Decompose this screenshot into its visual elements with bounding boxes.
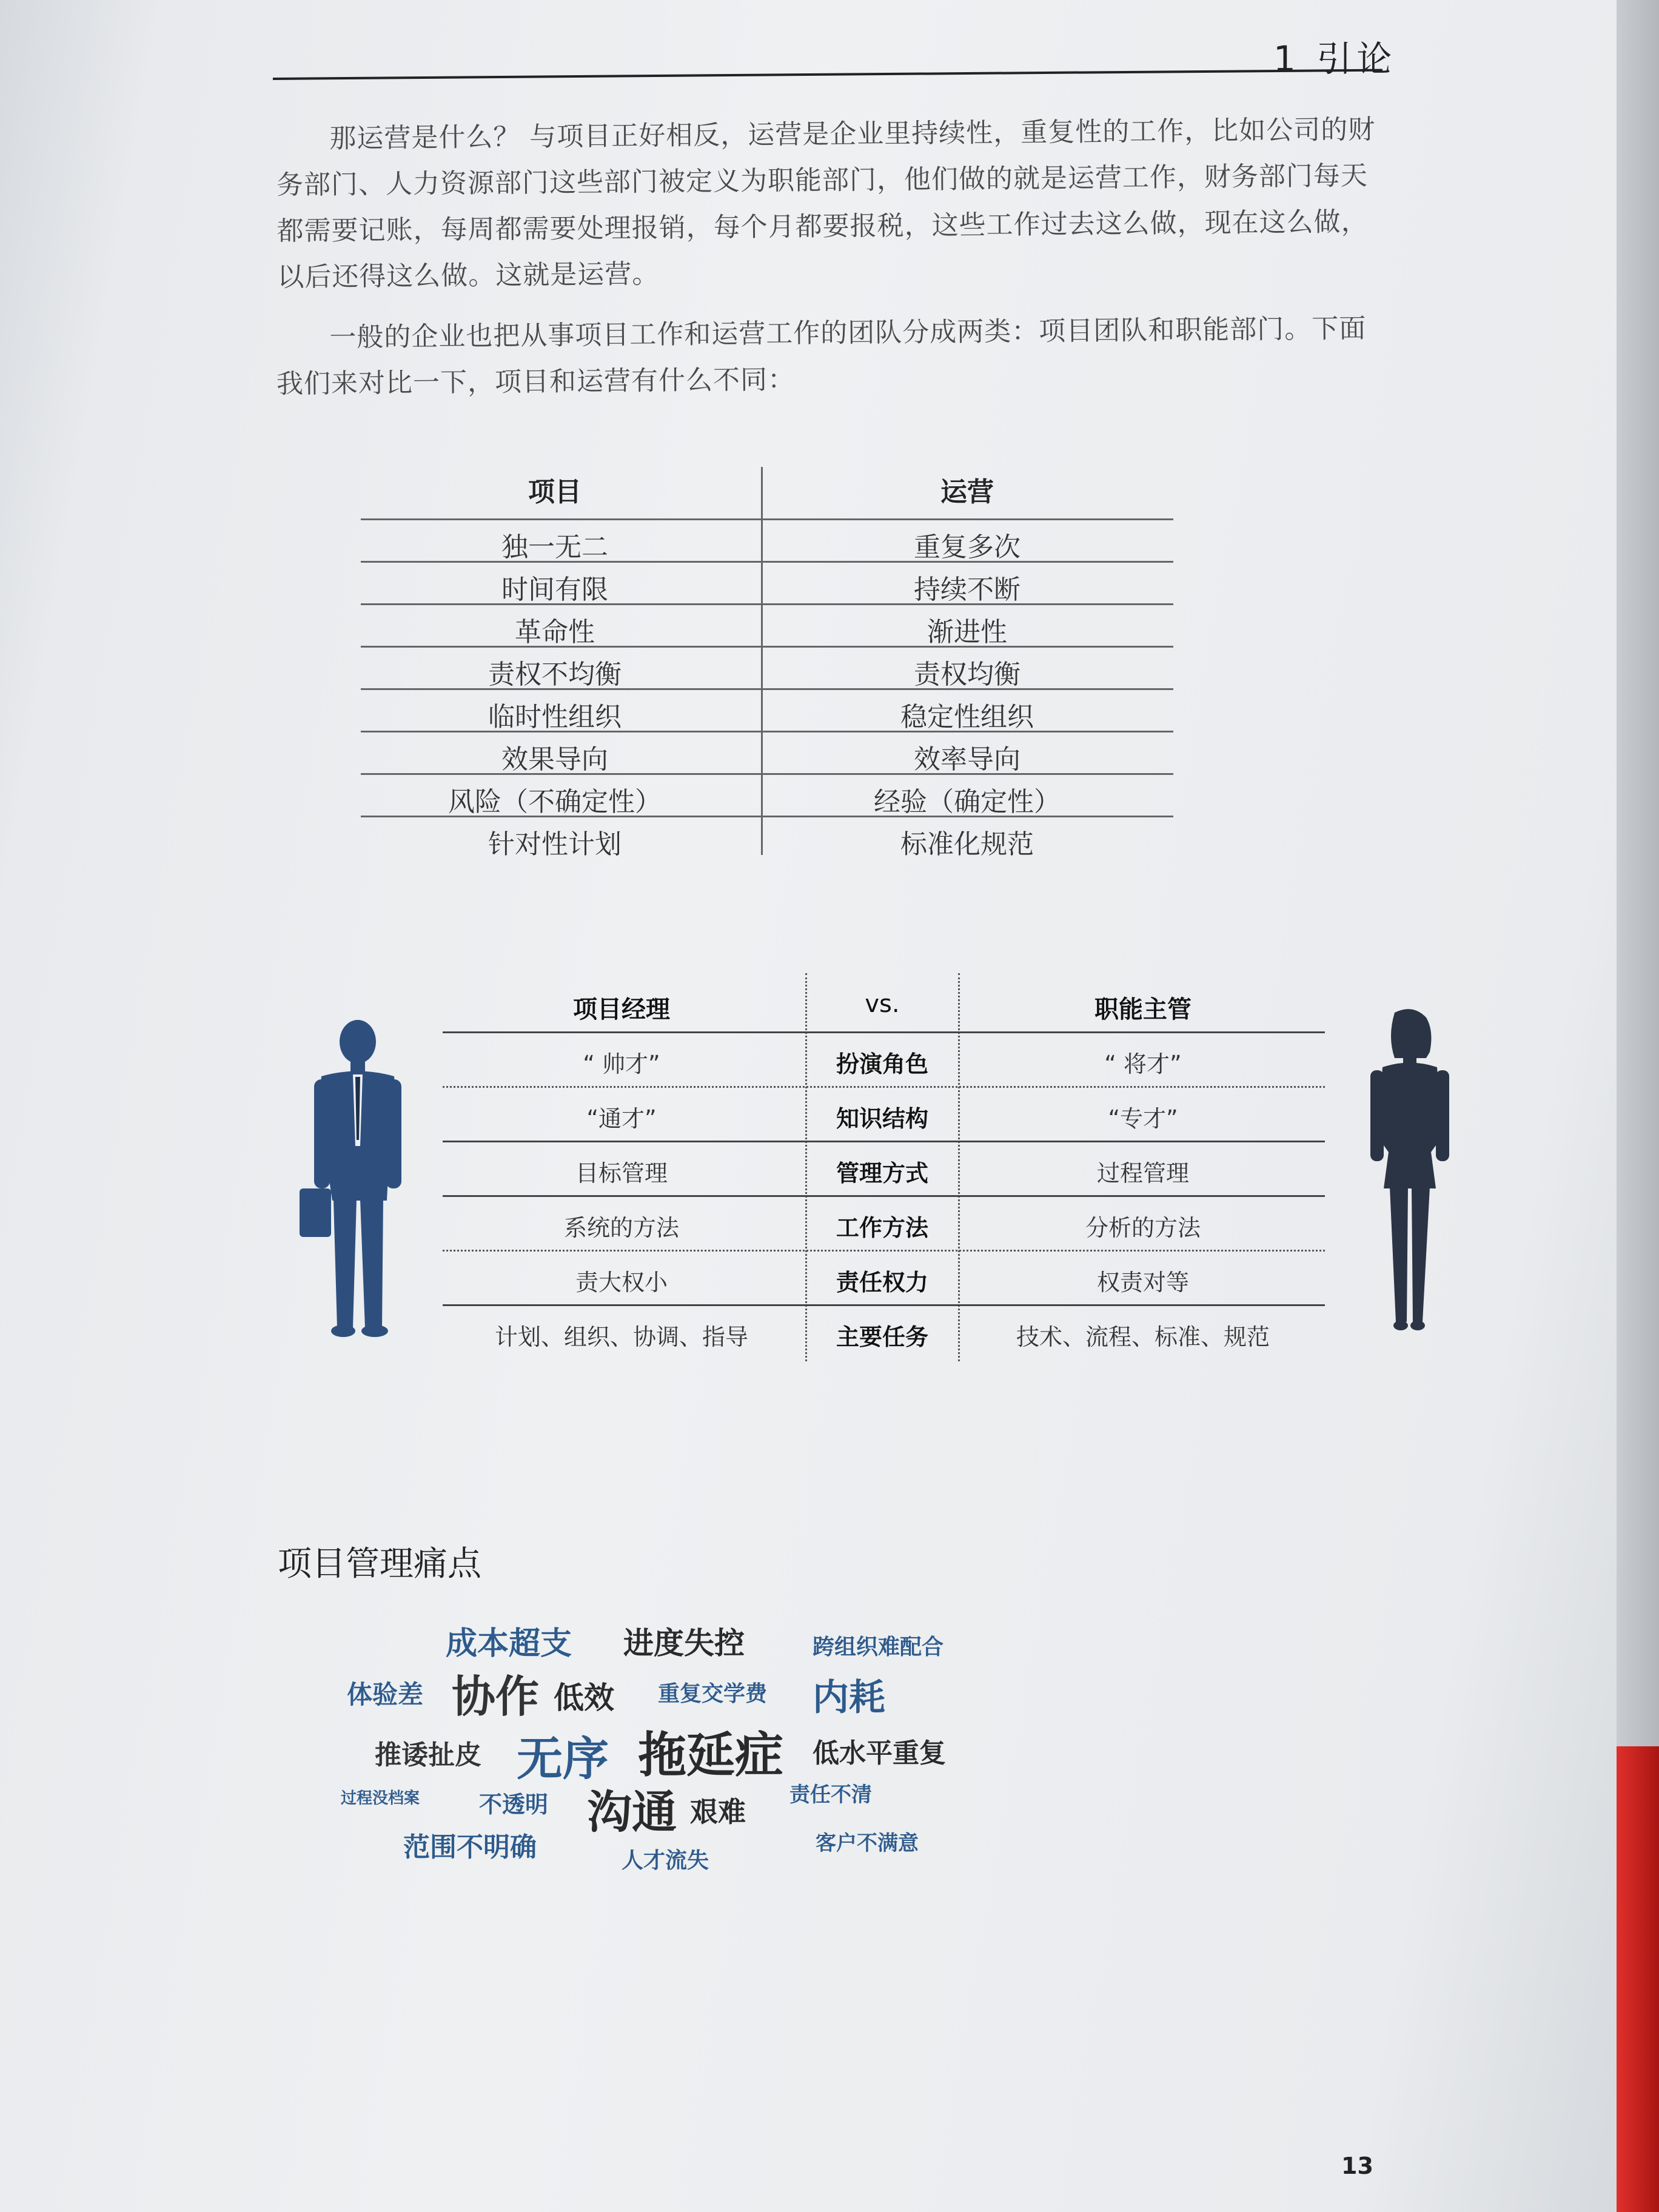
table-row xyxy=(443,1304,1325,1359)
table-cell: 系统的方法 xyxy=(563,1215,679,1241)
table-row xyxy=(443,1086,1325,1141)
pm-vs-functional-manager-table xyxy=(443,973,1325,1361)
table-cell: 责大权小 xyxy=(575,1269,668,1296)
table-cell: 责权不均衡 xyxy=(488,659,622,690)
businessman-silhouette-icon xyxy=(297,1019,418,1346)
table-cell: 渐进性 xyxy=(927,617,1007,648)
word-unsatisfied-client: 客户不满意 xyxy=(816,1831,919,1855)
word-cross-org: 跨组织难配合 xyxy=(813,1635,944,1660)
paragraph-2: 一般的企业也把从事项目工作和运营工作的团队分成两类：项目团队和职能部门。下面我们来对比一下，项目和运营有什么不同： xyxy=(276,313,1367,400)
word-communication: 沟通 xyxy=(587,1786,677,1838)
project-vs-operation-table xyxy=(361,467,1173,860)
table-row xyxy=(443,1195,1325,1250)
table-cell: 分析的方法 xyxy=(1085,1215,1201,1241)
word-internal-friction: 内耗 xyxy=(813,1677,885,1719)
table-cell: 过程管理 xyxy=(1096,1160,1189,1187)
word-procrastination: 拖延症 xyxy=(638,1727,783,1783)
table-cell: 标准化规范 xyxy=(900,829,1034,860)
table-cell: 临时性组织 xyxy=(488,702,622,732)
word-schedule: 进度失控 xyxy=(623,1626,745,1661)
table-cell: 计划、组织、协调、指导 xyxy=(494,1324,748,1350)
table-cell: 稳定性组织 xyxy=(900,702,1034,732)
table-cell: 经验（确定性） xyxy=(874,786,1061,817)
table-cell: 持续不断 xyxy=(914,574,1021,605)
table-row xyxy=(361,518,1173,563)
table-row xyxy=(361,731,1173,775)
word-low-repetition: 低水平重复 xyxy=(813,1738,946,1769)
table-row xyxy=(361,816,1173,860)
word-talent-loss: 人才流失 xyxy=(622,1848,709,1873)
table-cell: 针对性计划 xyxy=(488,829,622,860)
page-number: 13 xyxy=(1341,2153,1373,2179)
table-header: vs. xyxy=(865,990,900,1018)
table-cell: 扮演角色 xyxy=(836,1051,928,1078)
table-cell: 知识结构 xyxy=(836,1105,928,1132)
table-cell: 技术、流程、标准、规范 xyxy=(1016,1324,1270,1350)
header-rule xyxy=(273,69,1382,80)
table-cell: 责权均衡 xyxy=(914,659,1021,690)
table-row xyxy=(361,603,1173,648)
word-cost-overrun: 成本超支 xyxy=(446,1626,572,1662)
table-cell: 权责对等 xyxy=(1096,1269,1189,1296)
table-row xyxy=(443,1250,1325,1305)
table-cell: 目标管理 xyxy=(575,1160,668,1187)
paragraph-1: 那运营是什么？ 与项目正好相反，运营是企业里持续性，重复性的工作，比如公司的财务部门、人力资源部门这些部门被定义为职能部门，他们做的就是运营工作，财务部门每天都需要记账，每周都需要处理报销，每个月都要报税，这些工作过去这么做，现在这么做，以后还得这么做。这就是运营。 xyxy=(276,114,1376,293)
word-unclear-duty: 责任不清 xyxy=(789,1783,872,1807)
table-row xyxy=(361,688,1173,732)
table-cell: 独一无二 xyxy=(501,532,608,563)
word-no-records: 过程没档案 xyxy=(341,1789,420,1808)
pain-points-title: 项目管理痛点 xyxy=(278,1544,481,1584)
table-cell: 革命性 xyxy=(515,617,595,648)
table-cell: 责任权力 xyxy=(836,1269,928,1296)
businesswoman-silhouette-icon xyxy=(1358,1007,1461,1340)
table-row xyxy=(361,773,1173,817)
table-cell: 主要任务 xyxy=(836,1324,928,1350)
word-unclear-scope: 范围不明确 xyxy=(403,1832,537,1863)
chapter-header: 1 引论 xyxy=(1273,38,1397,79)
table-row xyxy=(443,1141,1325,1196)
table-cell: 管理方式 xyxy=(836,1160,928,1187)
table-header: 项目经理 xyxy=(573,996,670,1024)
table-header: 职能主管 xyxy=(1094,996,1191,1024)
table-row xyxy=(361,561,1173,605)
table-cell: “专才” xyxy=(1108,1105,1178,1132)
word-disorder: 无序 xyxy=(517,1732,609,1786)
word-tuition: 重复交学费 xyxy=(658,1681,768,1706)
word-opaque: 不透明 xyxy=(479,1791,549,1818)
table-cell: 效率导向 xyxy=(914,744,1021,775)
table-cell: 效果导向 xyxy=(501,744,608,775)
table-header: 项目 xyxy=(528,477,581,508)
word-buck-passing: 推诿扯皮 xyxy=(375,1740,481,1771)
table-cell: 重复多次 xyxy=(914,532,1021,563)
word-inefficient: 低效 xyxy=(554,1680,614,1715)
table-cell: 工作方法 xyxy=(836,1215,928,1241)
word-experience: 体验差 xyxy=(347,1680,424,1709)
table-cell: “ 帅才” xyxy=(583,1051,660,1078)
table-cell: “ 将才” xyxy=(1104,1051,1182,1078)
table-cell: “通才” xyxy=(586,1105,657,1132)
word-difficult: 艰难 xyxy=(690,1795,746,1828)
word-collaboration: 协作 xyxy=(452,1671,540,1722)
table-header: 运营 xyxy=(940,477,994,508)
table-row xyxy=(361,646,1173,690)
table-row xyxy=(443,1031,1325,1087)
red-cover-edge xyxy=(1617,1746,1659,2212)
table-cell: 风险（不确定性） xyxy=(448,786,662,817)
table-cell: 时间有限 xyxy=(501,574,608,605)
